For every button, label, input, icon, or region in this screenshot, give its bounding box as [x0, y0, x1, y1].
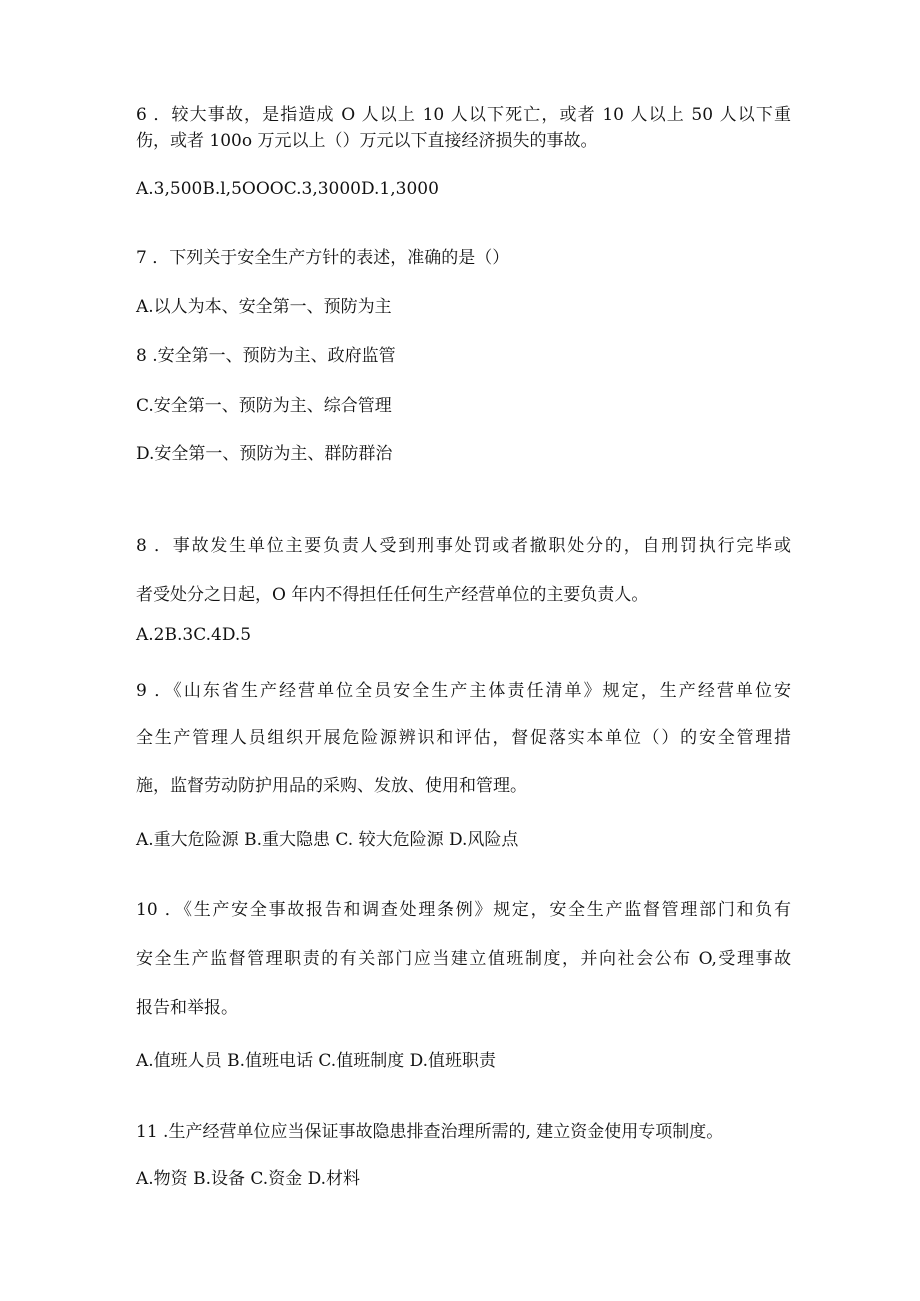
question-9-line-3: 施，监督劳动防护用品的采购、发放、使用和管理。 [136, 776, 527, 796]
question-10-line-1: 10 ．《生产安全事故报告和调查处理条例》规定，安全生产监督管理部门和负有 [136, 900, 791, 920]
question-6-line-1: 6 ．较大事故，是指造成 O 人以上 10 人以下死亡，或者 10 人以上 50 人以下重 [136, 105, 791, 125]
question-10-line-2: 安全生产监督管理职责的有关部门应当建立值班制度，并向社会公布 O,受理事故 [136, 949, 791, 969]
question-8-options: A.2B.3C.4D.5 [136, 625, 252, 645]
question-7-option-c: C.安全第一、预防为主、综合管理 [136, 396, 392, 416]
question-10-options: A.值班人员 B.值班电话 C.值班制度 D.值班职责 [136, 1051, 497, 1071]
question-11-line-1: 11 .生产经营单位应当保证事故隐患排查治理所需的, 建立资金使用专项制度。 [136, 1122, 724, 1142]
question-6-line-2: 伤，或者 100o 万元以上（）万元以下直接经济损失的事故。 [136, 131, 598, 151]
question-9-line-1: 9 ．《山东省生产经营单位全员安全生产主体责任清单》规定，生产经营单位安 [136, 681, 791, 701]
question-11-options: A.物资 B.设备 C.资金 D.材料 [136, 1169, 361, 1189]
question-7-option-a: A.以人为本、安全第一、预防为主 [136, 297, 392, 317]
question-9-line-2: 全生产管理人员组织开展危险源辨识和评估，督促落实本单位（）的安全管理措 [136, 728, 791, 748]
question-7-option-d: D.安全第一、预防为主、群防群治 [136, 444, 393, 464]
question-9-options: A.重大危险源 B.重大隐患 C. 较大危险源 D.风险点 [136, 830, 519, 850]
question-6-options: A.3,500B.l,5OOOC.3,3000D.1,3000 [136, 179, 439, 199]
question-7-option-b: 8 .安全第一、预防为主、政府监管 [136, 346, 396, 366]
question-8-line-2: 者受处分之日起，O 年内不得担任任何生产经营单位的主要负责人。 [136, 585, 649, 605]
question-7-line-1: 7 ．下列关于安全生产方针的表述，准确的是（） [136, 248, 510, 268]
question-8-line-1: 8 ．事故发生单位主要负责人受到刑事处罚或者撤职处分的，自刑罚执行完毕或 [136, 536, 791, 556]
question-10-line-3: 报告和举报。 [136, 998, 238, 1018]
